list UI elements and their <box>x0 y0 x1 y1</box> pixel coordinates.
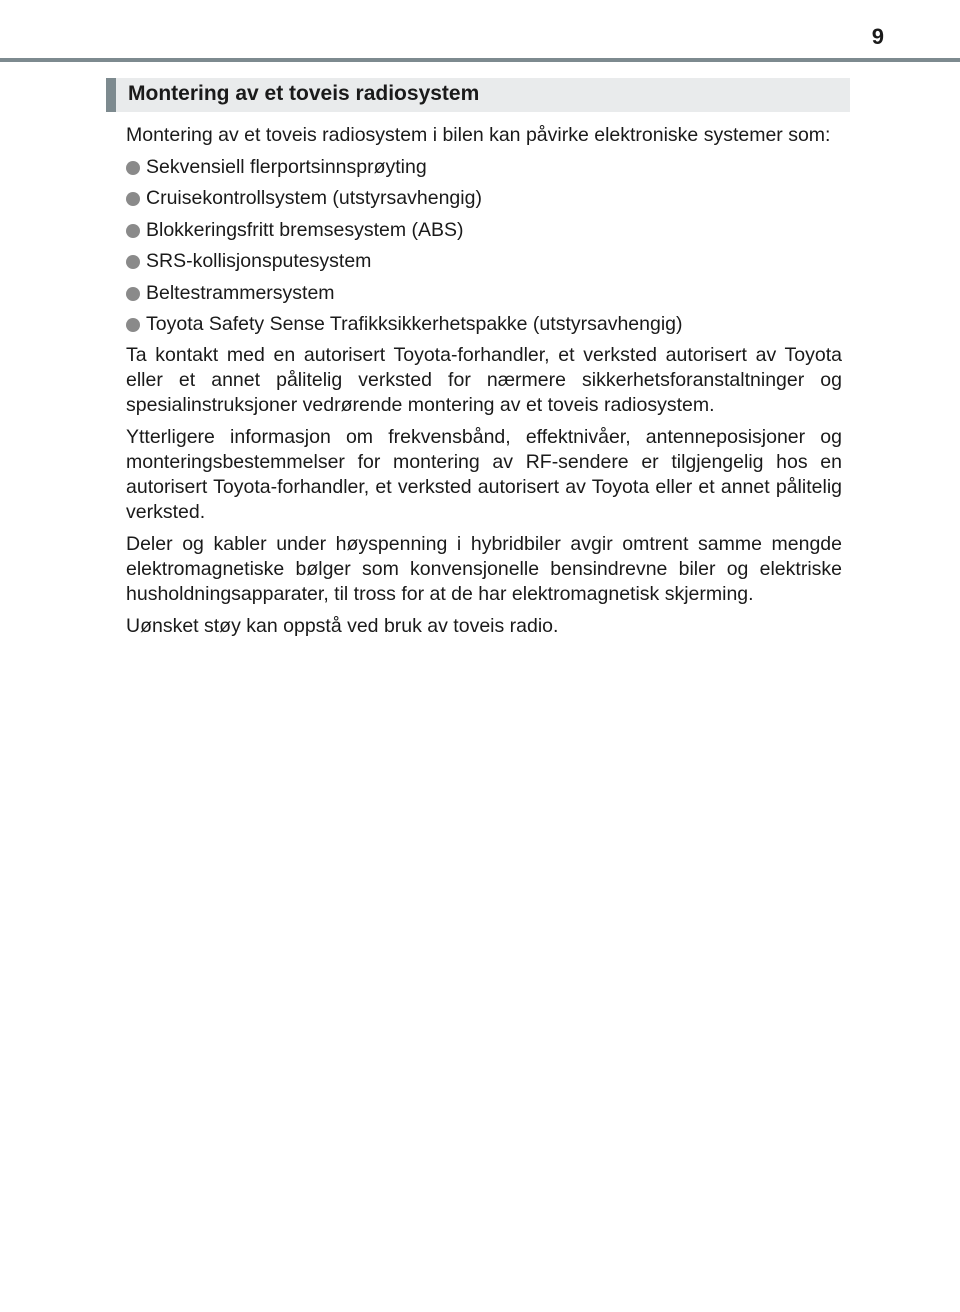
list-item <box>126 186 842 211</box>
section-title: Montering av et toveis radiosystem <box>128 82 480 105</box>
list-item-text: Cruisekontrollsystem (utstyrsavhengig) <box>146 187 482 210</box>
section-header <box>106 78 850 112</box>
bullet-icon <box>126 192 140 206</box>
bullet-icon <box>126 318 140 332</box>
bullet-icon <box>126 161 140 175</box>
list-item <box>126 281 842 306</box>
content-body <box>126 123 842 646</box>
bullet-icon <box>126 255 140 269</box>
top-rule <box>0 58 960 62</box>
list-item-text: Sekvensiell flerportsinnsprøyting <box>146 156 427 178</box>
bullet-list <box>126 155 842 337</box>
list-item <box>126 312 842 337</box>
page-number: 9 <box>871 24 884 49</box>
list-item-text: Beltestrammersystem <box>146 281 335 304</box>
intro-paragraph: Montering av et toveis radiosystem i bilen kan påvirke elektroniske systemer som: <box>126 124 831 146</box>
list-item <box>126 155 842 180</box>
list-item <box>126 249 842 274</box>
list-item-text: Blokkeringsfritt bremsesystem (ABS) <box>146 218 464 241</box>
paragraph-noise: Uønsket støy kan oppstå ved bruk av toveis radio. <box>126 615 559 638</box>
bullet-icon <box>126 224 140 238</box>
paragraph-rf-info: Ytterligere informasjon om frekvensbånd, effektnivåer, antenneposisjoner og monteringsbestemmelser for montering av RF-sendere er tilgjengelig hos en autorisert Toyota-forhandler, et verksted autorisert av Toyota eller et annet pålitelig verksted. <box>126 426 842 524</box>
paragraph-contact-dealer: Ta kontakt med en autorisert Toyota-forhandler, et verksted autorisert av Toyota eller et annet pålitelig verksted for nærmere sikkerhetsforanstaltninger og spesialinstruksjoner vedrørende montering av et toveis radiosystem. <box>126 344 842 417</box>
list-item <box>126 218 842 243</box>
list-item-text: Toyota Safety Sense Trafikksikkerhetspakke (utstyrsavhengig) <box>146 312 683 335</box>
bullet-icon <box>126 287 140 301</box>
list-item-text: SRS-kollisjonsputesystem <box>146 250 372 273</box>
paragraph-high-voltage: Deler og kabler under høyspenning i hybridbiler avgir omtrent samme mengde elektromagnetiske bølger som konvensjonelle bensindrevne biler og elektriske husholdningsapparater, til tross for at de har elektromagnetisk skjerming. <box>126 533 842 606</box>
